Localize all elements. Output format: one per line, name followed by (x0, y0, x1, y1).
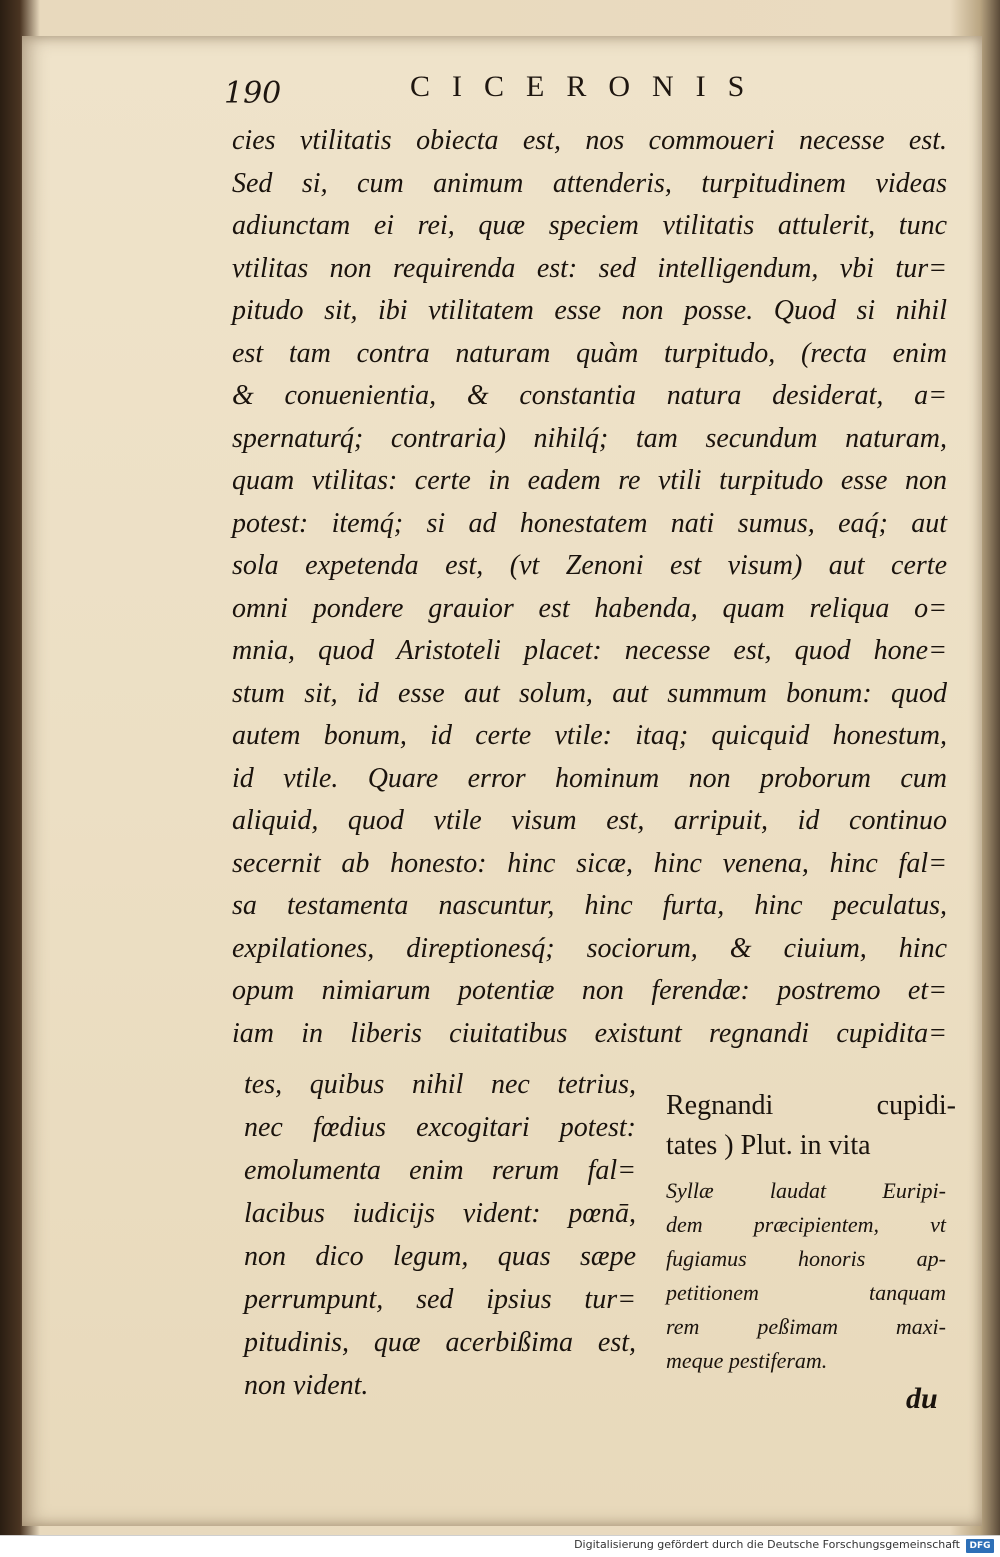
text-line: quam vtilitas: certe in eadem re vtili turpitudo esse non (232, 465, 947, 496)
text-line: opum nimiarum potentiæ non ferendæ: postremo et= (232, 975, 947, 1006)
text-line: emolumenta enim rerum fal= (244, 1155, 636, 1186)
text-line: non vident. (244, 1370, 369, 1401)
text-line: cies vtilitatis obiecta est, nos commoueri necesse est. (232, 125, 947, 156)
text-line: sa testamenta nascuntur, hinc furta, hinc peculatus, (232, 890, 947, 921)
text-line: perrumpunt, sed ipsius tur= (244, 1284, 636, 1315)
text-line: lacibus iudicijs vident: pœnā, (244, 1198, 636, 1229)
text-line: potest: itemq́; si ad honestatem nati sumus, eaq́; aut (232, 507, 947, 539)
footer-bar (0, 1535, 1000, 1557)
note-line: rem peßimam maxi- (666, 1314, 946, 1339)
note-line: fugiamus honoris ap- (666, 1246, 946, 1271)
marginal-note-body (666, 1174, 946, 1378)
text-line: sola expetenda est, (vt Zenoni est visum) aut certe (232, 550, 947, 581)
text-line: stum sit, id esse aut solum, aut summum bonum: quod (232, 677, 947, 709)
text-line: nec fœdius excogitari potest: (244, 1112, 636, 1143)
text-line: non dico legum, quas sæpe (244, 1241, 636, 1272)
catchword: du (906, 1382, 938, 1415)
note-line: tates ) Plut. in vita (666, 1130, 871, 1161)
text-line: & conuenientia, & constantia natura desiderat, a= (232, 380, 947, 411)
main-text-block (232, 120, 947, 1055)
marginal-note-heading (666, 1086, 956, 1166)
text-line: spernaturq́; contraria) nihilq́; tam secundum naturam, (232, 422, 947, 454)
text-line: Sed si, cum animum attenderis, turpitudinem videas (232, 167, 947, 199)
text-line: autem bonum, id certe vtile: itaq; quicquid honestum, (232, 720, 947, 751)
text-line: expilationes, direptionesq́; sociorum, & ciuium, hinc (232, 932, 947, 964)
text-line: adiunctam ei rei, quæ speciem vtilitatis attulerit, tunc (232, 210, 947, 241)
text-line: iam in liberis ciuitatibus existunt regnandi cupidita= (232, 1017, 947, 1049)
text-line: secernit ab honesto: hinc sicæ, hinc venena, hinc fal= (232, 847, 947, 879)
text-line: omni pondere grauior est habenda, quam reliqua o= (232, 592, 947, 624)
note-line: dem præcipientem, vt (666, 1212, 946, 1237)
note-line: meque pestiferam. (666, 1348, 828, 1373)
running-head: CICERONIS (410, 70, 767, 103)
text-line: pitudinis, quæ acerbißima est, (244, 1327, 636, 1358)
note-line: petitionem tanquam (666, 1280, 946, 1305)
text-line: vtilitas non requirenda est: sed intelligendum, vbi tur= (232, 252, 947, 284)
text-line: est tam contra naturam quàm turpitudo, (recta enim (232, 337, 947, 369)
text-line: pitudo sit, ibi vtilitatem esse non posse. Quod si nihil (232, 295, 947, 326)
funding-credit: Digitalisierung gefördert durch die Deutsche Forschungsgemeinschaft (574, 1538, 960, 1551)
text-line: aliquid, quod vtile visum est, arripuit, id continuo (232, 805, 947, 836)
text-line: tes, quibus nihil nec tetrius, (244, 1069, 636, 1100)
note-line: Syllæ laudat Euripi- (666, 1178, 946, 1203)
text-line: mnia, quod Aristoteli placet: necesse est, quod hone= (232, 635, 947, 666)
text-line: id vtile. Quare error hominum non proborum cum (232, 762, 947, 794)
note-line: Regnandi cupidi- (666, 1090, 956, 1121)
page-number: 190 (224, 76, 282, 111)
dfg-logo: DFG (966, 1539, 994, 1553)
lower-text-column (244, 1063, 636, 1407)
